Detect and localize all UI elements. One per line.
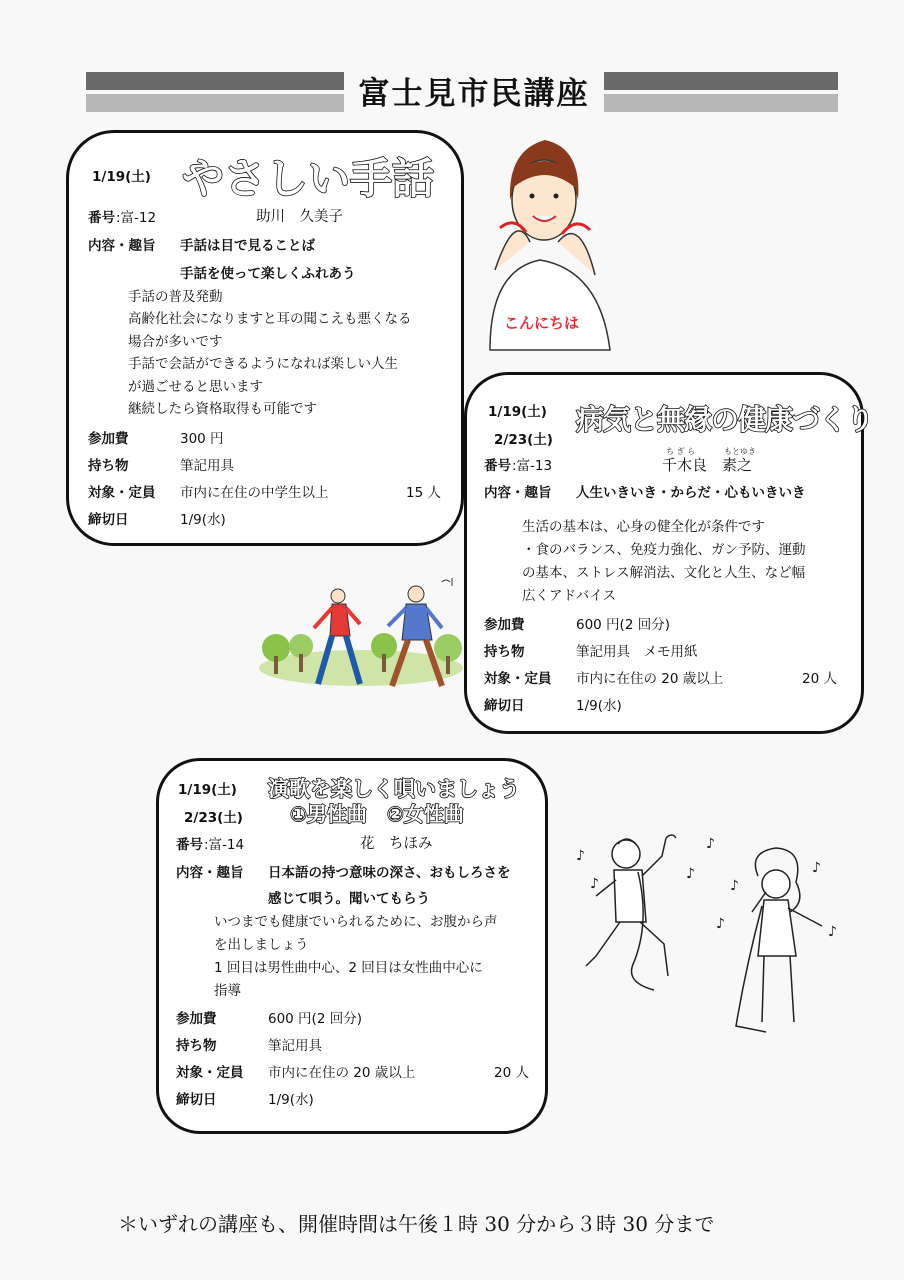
course3-fee: 600 円(2 回分) xyxy=(268,1011,362,1027)
course1-fee: 300 円 xyxy=(180,431,224,447)
course3-target: 市内に在住の 20 歳以上 xyxy=(268,1065,416,1081)
course2-desc-line2: ・食のバランス、免疫力強化、ガン予防、運動 xyxy=(522,542,806,558)
course1-items: 筆記用具 xyxy=(180,458,234,474)
course1-purpose-label: 内容・趣旨 xyxy=(88,238,156,254)
course1-fee-label: 参加費 xyxy=(88,431,129,447)
course3-deadline-label: 締切日 xyxy=(176,1092,217,1108)
course3-fee-label: 参加費 xyxy=(176,1011,217,1027)
course3-title-line1: 演歌を楽しく唄いましょう xyxy=(268,777,520,801)
footer-note: ＊いずれの講座も、開催時間は午後１時 30 分から３時 30 分まで xyxy=(118,1212,715,1236)
course2-purpose: 人生いきいき・からだ・心もいきいき xyxy=(576,485,806,501)
svg-text:♪: ♪ xyxy=(706,836,715,852)
course1-desc-line2: 高齢化社会になりますと耳の聞こえも悪くなる xyxy=(128,311,412,327)
course2-items-label: 持ち物 xyxy=(484,644,525,660)
course1-desc-line4: 手話で会話ができるようになれば楽しい人生 xyxy=(128,356,398,372)
course1-purpose-line2: 手話を使って楽しくふれあう xyxy=(180,266,356,282)
course1-capacity: 15 人 xyxy=(406,485,441,501)
svg-text:♪: ♪ xyxy=(686,866,695,882)
course3-date2: 2/23(土) xyxy=(184,810,243,826)
course3-date1: 1/19(土) xyxy=(178,782,237,798)
course3-purpose-line2: 感じて唄う。聞いてもらう xyxy=(268,891,430,907)
course2-number-label: 番号 xyxy=(484,458,511,474)
course3-deadline: 1/9(水) xyxy=(268,1092,314,1108)
course3-desc-line3: 1 回目は男性曲中心、2 回目は女性曲中心に xyxy=(214,960,483,976)
course1-target: 市内に在住の中学生以上 xyxy=(180,485,329,501)
course3-purpose-line1: 日本語の持つ意味の深さ、おもしろさを xyxy=(268,865,511,881)
course1-deadline-label: 締切日 xyxy=(88,512,129,528)
course1-number-label: 番号 xyxy=(88,210,115,226)
svg-text:♪: ♪ xyxy=(576,848,585,864)
course3-desc-line1: いつまでも健康でいられるために、お腹から声 xyxy=(214,914,498,930)
course2-desc-line3: の基本、ストレス解消法、文化と人生、など幅 xyxy=(522,565,806,581)
course3-number: :富-14 xyxy=(204,837,245,853)
course1-deadline: 1/9(水) xyxy=(180,512,226,528)
course1-target-label: 対象・定員 xyxy=(88,485,156,501)
course3-instructor: 花 ちほみ xyxy=(360,836,433,852)
course1-items-label: 持ち物 xyxy=(88,458,129,474)
svg-text:♪: ♪ xyxy=(812,860,821,876)
walking-people-illustration xyxy=(256,576,466,696)
course2-purpose-label: 内容・趣旨 xyxy=(484,485,552,501)
course2-title: 病気と無縁の健康づくり xyxy=(576,403,874,436)
course2-instructor: 千木良 素之 xyxy=(662,456,753,474)
page-title: 富士見市民講座 xyxy=(344,70,604,118)
course2-deadline: 1/9(水) xyxy=(576,698,622,714)
course2-desc-line1: 生活の基本は、心身の健全化が条件です xyxy=(522,519,765,535)
course2-number: :富-13 xyxy=(512,458,553,474)
svg-text:♪: ♪ xyxy=(730,878,739,894)
course2-instructor-ruby1: ち ぎ ら xyxy=(666,447,696,456)
course1-title: やさしい手話 xyxy=(182,154,435,203)
course1-instructor: 助川 久美子 xyxy=(256,209,343,225)
course3-items: 筆記用具 xyxy=(268,1038,322,1054)
sign-language-caption: こんにちは xyxy=(504,314,580,332)
course2-target: 市内に在住の 20 歳以上 xyxy=(576,671,724,687)
course2-fee: 600 円(2 回分) xyxy=(576,617,670,633)
course3-capacity: 20 人 xyxy=(494,1065,529,1081)
svg-text:♪: ♪ xyxy=(828,924,837,940)
course3-title-line2: ①男性曲 ②女性曲 xyxy=(290,802,464,826)
course3-target-label: 対象・定員 xyxy=(176,1065,244,1081)
course1-desc-line3: 場合が多いです xyxy=(128,334,223,350)
course2-instructor-ruby2: もとゆき xyxy=(724,447,756,456)
course2-desc-line4: 広くアドバイス xyxy=(522,588,617,604)
singers-illustration xyxy=(566,826,856,1046)
course3-number-label: 番号 xyxy=(176,837,203,853)
course1-number: :富-12 xyxy=(116,210,157,226)
course2-items: 筆記用具 メモ用紙 xyxy=(576,644,698,660)
course1-desc-line6: 継続したら資格取得も可能です xyxy=(128,401,317,417)
course2-fee-label: 参加費 xyxy=(484,617,525,633)
svg-text:♪: ♪ xyxy=(716,916,725,932)
course1-desc-line1: 手話の普及発動 xyxy=(128,289,223,305)
course2-date2: 2/23(土) xyxy=(494,432,553,448)
course2-date1: 1/19(土) xyxy=(488,404,547,420)
course2-capacity: 20 人 xyxy=(802,671,837,687)
course3-desc-line4: 指導 xyxy=(214,983,241,999)
course1-desc-line5: が過ごせると思います xyxy=(128,379,263,395)
course1-date: 1/19(土) xyxy=(92,169,151,185)
svg-text:♪: ♪ xyxy=(590,876,599,892)
course2-deadline-label: 締切日 xyxy=(484,698,525,714)
course3-items-label: 持ち物 xyxy=(176,1038,217,1054)
course3-desc-line2: を出しましょう xyxy=(214,937,309,953)
course2-target-label: 対象・定員 xyxy=(484,671,552,687)
course3-purpose-label: 内容・趣旨 xyxy=(176,865,244,881)
course1-purpose-line1: 手話は目で見ることば xyxy=(180,238,315,254)
